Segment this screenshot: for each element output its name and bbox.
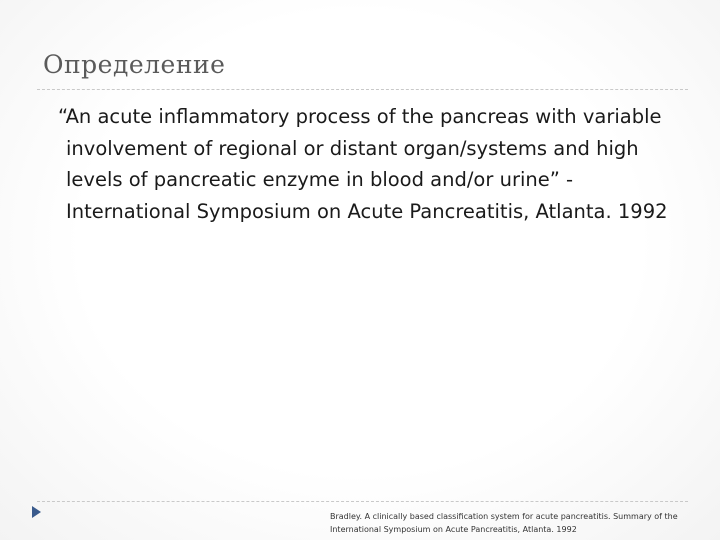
triangle-right-icon (32, 506, 41, 518)
definition-quote: “An acute inflammatory process of the pancreas with variable involvement of regional or distant organ/systems and high levels of pancreatic enzyme in blood and/or urine” - International Symposium on Acute Pancreatitis, Atlanta. 1992 (58, 105, 668, 223)
title-divider (37, 89, 688, 90)
footer-divider (37, 501, 688, 502)
slide-title: Определение (43, 50, 226, 79)
citation-footnote: Bradley. A clinically based classification system for acute pancreatitis. Summary of the International Symposium on Acute Pancreatitis, Atlanta. 1992 (330, 512, 678, 534)
